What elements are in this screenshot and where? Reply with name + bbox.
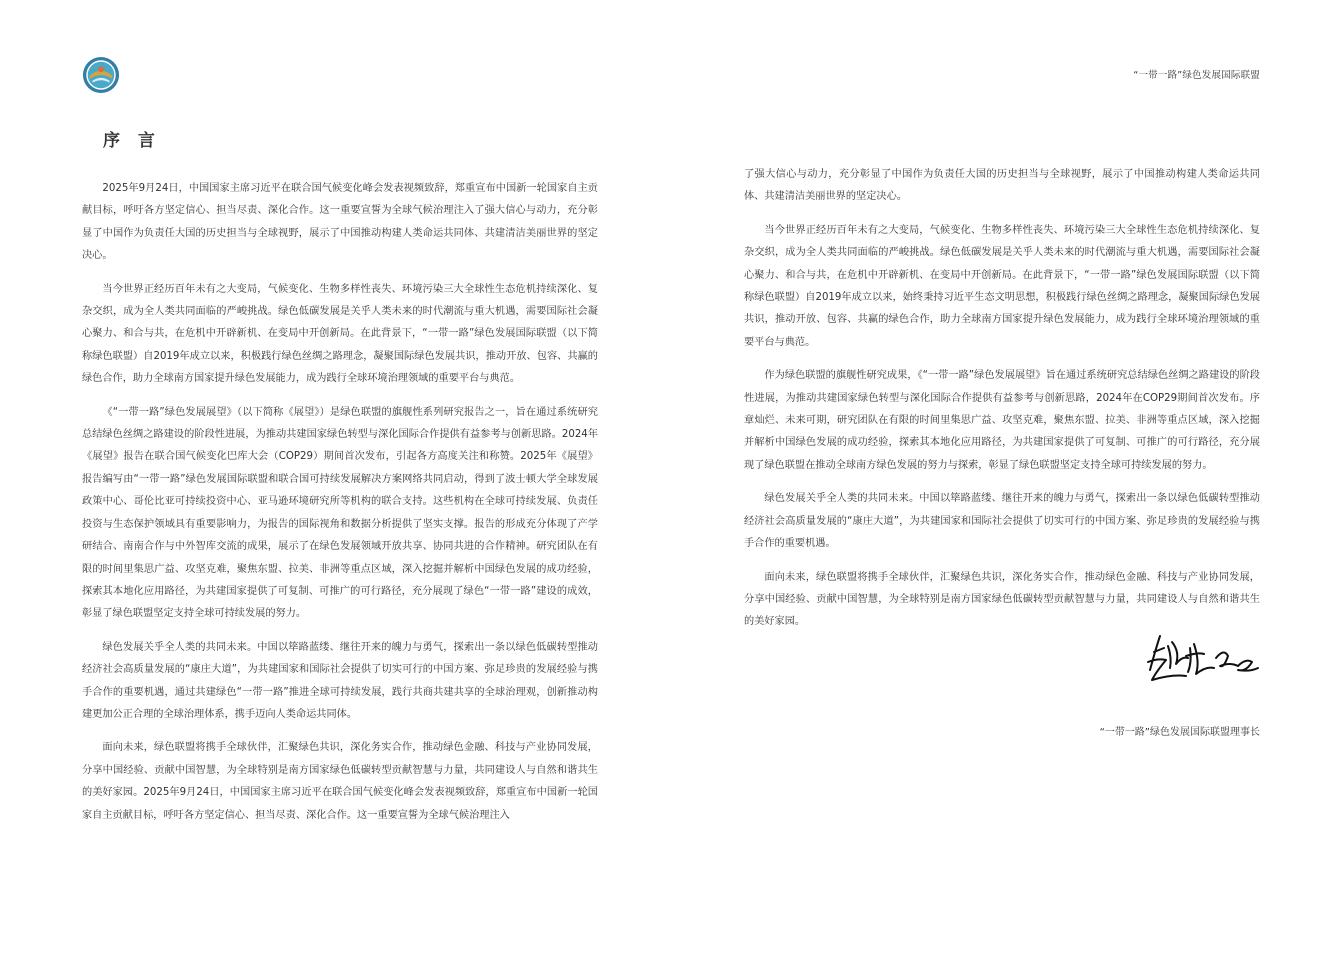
- paragraph-continued: 了强大信心与动力，充分彰显了中国作为负责任大国的历史担当与全球视野，展示了中国推动构建人类命运共同体、共建清洁美丽世界的坚定决心。: [744, 169, 1260, 203]
- paragraph: 绿色发展关乎全人类的共同未来。中国以筚路蓝缕、继往开来的魄力与勇气，探索出一条以绿色低碳转型推动经济社会高质量发展的“康庄大道”，为共建国家和国际社会提供了切实可行的中国方案、弥足珍贵的发展经验与携手合作的重要机遇，通过共建绿色“一带一路”推进全球可持续发展，践行共商共建共享的全球治理观，创新推动构建更加公正合理的全球治理体系，携手迈向人类命运共同体。: [82, 641, 598, 720]
- paragraph: 当今世界正经历百年未有之大变局，气候变化、生物多样性丧失、环境污染三大全球性生态危机持续深化、复杂交织，成为全人类共同面临的严峻挑战。绿色低碳发展是关乎人类未来的时代潮流与重大机遇，需要国际社会凝心聚力、和合与共，在危机中开辟新机、在变局中开创新局。在此背景下，“一带一路”绿色发展国际联盟（以下简称绿色联盟）自2019年成立以来，始终秉持习近平生态文明思想，积极践行绿色丝绸之路理念，凝聚国际绿色发展共识，推动开放、包容、共赢的绿色合作，助力全球南方国家提升绿色发展能力，成为践行全球环境治理领域的重要平台与典范。: [744, 224, 1260, 348]
- paragraph: 绿色发展关乎全人类的共同未来。中国以筚路蓝缕、继往开来的魄力与勇气，探索出一条以绿色低碳转型推动经济社会高质量发展的“康庄大道”，为共建国家和国际社会提供了切实可行的中国方案、弥足珍贵的发展经验与携手合作的重要机遇。: [744, 493, 1260, 550]
- paragraph: 面向未来，绿色联盟将携手全球伙伴，汇聚绿色共识，深化务实合作，推动绿色金融、科技与产业协同发展，分享中国经验、贡献中国智慧，为全球特别是南方国家绿色低碳转型贡献智慧与力量，共同建设人与自然和谐共生的美好家园。: [744, 571, 1260, 628]
- header-org-name: “一带一路”绿色发展国际联盟: [1133, 70, 1260, 81]
- handwritten-signature: [1142, 628, 1262, 688]
- paragraph: 2025年9月24日，中国国家主席习近平在联合国气候变化峰会发表视频致辞，郑重宣布中国新一轮国家自主贡献目标，呼吁各方坚定信心、担当尽责、深化合作。这一重要宣誓为全球气候治理注入了强大信心与动力，充分彰显了中国作为负责任大国的历史担当与全球视野，展示了中国推动构建人类命运共同体、共建清洁美丽世界的坚定决心。: [82, 183, 598, 262]
- right-page: [671, 0, 1342, 955]
- paragraph: 当今世界正经历百年未有之大变局，气候变化、生物多样性丧失、环境污染三大全球性生态危机持续深化、复杂交织，成为全人类共同面临的严峻挑战。绿色低碳发展是关乎人类未来的时代潮流与重大机遇，需要国际社会凝心聚力、和合与共，在危机中开辟新机、在变局中开创新局。在此背景下，“一带一路”绿色发展国际联盟（以下简称绿色联盟）自2019年成立以来，积极践行绿色丝绸之路理念，凝聚国际绿色发展共识，推动开放、包容、共赢的绿色合作，助力全球南方国家提升绿色发展能力，成为践行全球环境治理领域的重要平台与典范。: [82, 283, 598, 385]
- preface-body-left: [82, 178, 598, 838]
- paragraph: 《“一带一路”绿色发展展望》（以下简称《展望》）是绿色联盟的旗舰性系列研究报告之一，旨在通过系统研究总结绿色丝绸之路建设的阶段性进展，为推动共建国家绿色转型与深化国际合作提供有益参考与创新思路。2024年《展望》报告在联合国气候变化巴库大会（COP29）期间首次发布，引起各方高度关注和称赞。2025年《展望》报告编写由“一带一路”绿色发展国际联盟和联合国可持续发展解决方案网络共同启动，得到了波士顿大学全球发展政策中心、哥伦比亚可持续投资中心、亚马逊环境研究所等机构的联合支持。这些机构在全球可持续发展、负责任投资与生态保护领域具有重要影响力，为报告的国际视角和数据分析提供了坚实支撑。报告的形成充分体现了产学研结合、南南合作与中外智库交流的成果，展示了在绿色发展领域开放共享、协同共进的合作精神。研究团队在有限的时间里集思广益、攻坚克难，聚焦东盟、拉美、非洲等重点区域，深入挖掘并解析中国绿色发展的成功经验，探索其本地化应用路径，为共建国家提供了可复制、可推广的可行路径，充分展现了绿色“一带一路”建设的成效，彰显了绿色联盟坚定支持全球可持续发展的努力。: [82, 406, 598, 620]
- page-title: 序 言: [103, 131, 161, 151]
- paragraph: 面向未来，绿色联盟将携手全球伙伴，汇聚绿色共识，深化务实合作，推动绿色金融、科技与产业协同发展，分享中国经验、贡献中国智慧，为全球特别是南方国家绿色低碳转型贡献智慧与力量，共同建设人与自然和谐共生的美好家园。2025年9月24日，中国国家主席习近平在联合国气候变化峰会发表视频致辞，郑重宣布中国新一轮国家自主贡献目标，呼吁各方坚定信心、担当尽责、深化合作。这一重要宣誓为全球气候治理注入: [82, 742, 598, 821]
- paragraph: 作为绿色联盟的旗舰性研究成果，《“一带一路”绿色发展展望》旨在通过系统研究总结绿色丝绸之路建设的阶段性进展，为推动共建国家绿色转型与深化国际合作提供有益参考与创新思路，2024年在COP29期间首次发布。序章灿烂、未来可期，研究团队在有限的时间里集思广益、攻坚克难，聚焦东盟、拉美、非洲等重点区域，深入挖掘并解析中国绿色发展的成功经验，探索其本地化应用路径，为共建国家提供了可复制、可推广的可行路径，充分展现了绿色联盟在推动全球南方绿色发展的努力与探索，彰显了绿色联盟坚定支持全球可持续发展的努力。: [744, 370, 1260, 471]
- signer-title: “一带一路”绿色发展国际联盟理事长: [1099, 727, 1260, 738]
- alliance-logo-icon: [82, 56, 120, 94]
- preface-body-right: [744, 164, 1260, 645]
